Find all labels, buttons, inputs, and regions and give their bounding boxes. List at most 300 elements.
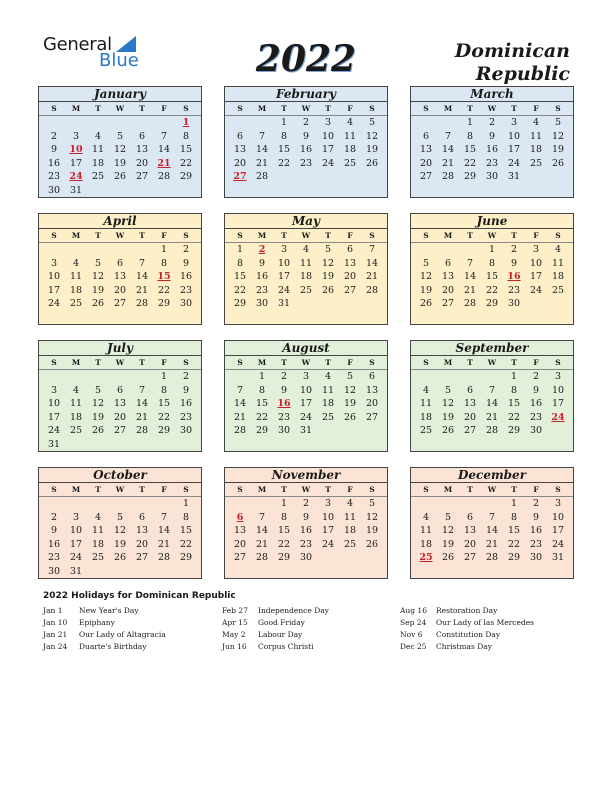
month-march — [410, 86, 574, 198]
week-row — [225, 565, 387, 579]
weekday-header — [411, 229, 573, 243]
day-cell: 15 — [157, 398, 171, 409]
day-cell: 22 — [255, 411, 269, 423]
empty-day-cell — [547, 311, 569, 325]
weekday-header — [225, 102, 387, 116]
weekday-label: F — [347, 485, 353, 494]
empty-day-cell — [547, 170, 569, 184]
holiday-date: May 2 — [222, 630, 246, 639]
empty-day-cell — [437, 370, 459, 384]
day-cell: 15 — [179, 525, 193, 536]
holiday-name: Independence Day — [258, 606, 329, 615]
day-cell: 3 — [50, 384, 58, 396]
empty-day-cell — [525, 297, 547, 311]
weekday-label: T — [467, 358, 473, 367]
day-cell: 16 — [299, 525, 313, 536]
day-cell: 31 — [69, 565, 83, 577]
day-cell: 2 — [280, 371, 288, 382]
empty-day-cell — [273, 311, 295, 325]
weekday-label: S — [183, 231, 189, 240]
day-cell: 7 — [160, 511, 168, 523]
month-september — [410, 340, 574, 452]
day-cell: 9 — [510, 257, 518, 269]
empty-day-cell — [459, 438, 481, 452]
day-cell: 18 — [419, 538, 433, 550]
day-cell: 22 — [157, 411, 171, 423]
weekday-label: S — [555, 231, 561, 240]
day-cell: 12 — [343, 384, 357, 396]
day-cell: 4 — [72, 257, 80, 269]
day-cell: 3 — [50, 257, 58, 269]
day-cell: 21 — [485, 538, 499, 550]
day-cell: 8 — [466, 130, 474, 142]
empty-day-cell — [175, 565, 197, 579]
week-row — [411, 497, 573, 511]
day-cell: 14 — [135, 398, 149, 409]
day-cell: 20 — [343, 271, 357, 282]
weekday-label: F — [161, 231, 167, 240]
day-cell: 24 — [47, 298, 61, 309]
day-cell: 17 — [529, 271, 543, 282]
day-cell: 2 — [302, 498, 310, 509]
day-cell: 13 — [343, 257, 357, 269]
empty-day-cell — [65, 370, 87, 384]
day-cell: 13 — [463, 398, 477, 409]
empty-day-cell — [229, 184, 251, 198]
weekday-label: S — [51, 104, 57, 113]
week-row — [39, 370, 201, 384]
week-row — [411, 130, 573, 144]
day-cell: 18 — [91, 157, 105, 169]
day-cell: 10 — [277, 257, 291, 269]
empty-day-cell — [503, 184, 525, 198]
day-cell: 29 — [157, 425, 171, 436]
day-cell: 16 — [179, 398, 193, 409]
day-cell: 5 — [346, 371, 354, 382]
day-cell: 9 — [182, 384, 190, 396]
weekday-label: T — [139, 485, 145, 494]
holiday-date: Jan 1 — [43, 606, 63, 615]
day-cell: 3 — [554, 371, 562, 382]
day-cell: 27 — [419, 171, 433, 182]
week-row — [225, 116, 387, 130]
day-cell: 7 — [258, 511, 266, 523]
empty-day-cell — [415, 370, 437, 384]
empty-day-cell — [251, 438, 273, 452]
weekday-label: S — [369, 104, 375, 113]
empty-day-cell — [131, 370, 153, 384]
day-cell: 13 — [113, 398, 127, 409]
day-cell: 25 — [343, 157, 357, 169]
day-cell: 3 — [72, 511, 80, 523]
month-november — [224, 467, 388, 579]
week-row — [411, 397, 573, 411]
day-cell: 19 — [343, 398, 357, 409]
empty-day-cell — [43, 370, 65, 384]
day-cell: 25 — [551, 284, 565, 296]
logo-text-blue: Blue — [99, 50, 139, 71]
day-cell: 22 — [277, 157, 291, 169]
month-may — [224, 213, 388, 325]
day-cell: 6 — [466, 511, 474, 523]
day-cell: 22 — [485, 284, 499, 296]
empty-day-cell — [361, 297, 383, 311]
day-cell: 21 — [135, 411, 149, 423]
day-cell: 19 — [365, 144, 379, 155]
weekday-label: W — [487, 104, 497, 113]
weekday-label: M — [71, 104, 81, 113]
day-cell: 6 — [138, 130, 146, 142]
holiday-day: 24 — [69, 171, 83, 182]
day-cell: 3 — [324, 117, 332, 128]
weekday-label: T — [511, 231, 517, 240]
week-row — [411, 551, 573, 565]
empty-day-cell — [317, 565, 339, 579]
calendar-year: 2022 — [255, 38, 357, 80]
day-cell: 22 — [507, 411, 521, 423]
day-cell: 29 — [179, 552, 193, 563]
day-cell: 9 — [258, 257, 266, 269]
day-cell: 6 — [346, 244, 354, 255]
day-cell: 11 — [321, 384, 335, 396]
day-cell: 15 — [233, 271, 247, 282]
day-cell: 1 — [510, 371, 518, 382]
day-cell: 23 — [255, 284, 269, 296]
weekday-label: M — [71, 231, 81, 240]
day-cell: 25 — [529, 157, 543, 169]
empty-day-cell — [481, 565, 503, 579]
day-cell: 12 — [365, 130, 379, 142]
day-cell: 5 — [116, 511, 124, 523]
day-cell: 1 — [236, 244, 244, 255]
empty-day-cell — [361, 438, 383, 452]
day-cell: 5 — [368, 498, 376, 509]
weekday-label: S — [423, 358, 429, 367]
weekday-label: S — [237, 231, 243, 240]
week-row — [225, 551, 387, 565]
week-row — [411, 565, 573, 579]
day-cell: 12 — [91, 271, 105, 282]
day-cell: 21 — [441, 157, 455, 169]
day-cell: 30 — [47, 565, 61, 577]
day-cell: 10 — [529, 257, 543, 269]
day-cell: 24 — [277, 284, 291, 296]
week-row — [411, 143, 573, 157]
weekday-label: T — [95, 231, 101, 240]
holidays-column — [222, 605, 392, 653]
holiday-item — [222, 641, 392, 653]
day-cell: 16 — [47, 157, 61, 169]
empty-day-cell — [339, 184, 361, 198]
day-cell: 27 — [113, 425, 127, 436]
day-cell: 4 — [94, 130, 102, 142]
day-cell: 15 — [507, 398, 521, 409]
day-cell: 13 — [365, 384, 379, 396]
empty-day-cell — [415, 497, 437, 511]
day-cell: 30 — [529, 552, 543, 563]
day-cell: 6 — [236, 130, 244, 142]
holiday-day: 6 — [236, 511, 244, 523]
empty-day-cell — [481, 497, 503, 511]
empty-day-cell — [547, 438, 569, 452]
day-cell: 31 — [551, 552, 565, 563]
day-cell: 2 — [182, 371, 190, 382]
holiday-name: Constitution Day — [436, 630, 501, 639]
day-cell: 19 — [441, 538, 455, 550]
day-cell: 21 — [135, 284, 149, 296]
empty-day-cell — [339, 311, 361, 325]
day-cell: 25 — [343, 538, 357, 550]
day-cell: 2 — [510, 244, 518, 255]
weekday-label: T — [95, 358, 101, 367]
weekday-label: T — [511, 358, 517, 367]
day-cell: 14 — [463, 271, 477, 282]
day-cell: 31 — [299, 425, 313, 436]
empty-day-cell — [317, 438, 339, 452]
day-cell: 10 — [551, 384, 565, 396]
empty-day-cell — [43, 116, 65, 130]
day-cell: 3 — [510, 117, 518, 128]
week-row — [411, 257, 573, 271]
holiday-name: Christmas Day — [436, 642, 492, 651]
week-row — [39, 297, 201, 311]
weekday-label: W — [301, 485, 311, 494]
day-cell: 20 — [441, 284, 455, 296]
day-cell: 27 — [135, 171, 149, 182]
day-cell: 18 — [551, 271, 565, 282]
day-cell: 15 — [179, 144, 193, 155]
week-row — [39, 284, 201, 298]
day-cell: 6 — [422, 130, 430, 142]
day-cell: 10 — [47, 271, 61, 282]
day-cell: 5 — [444, 511, 452, 523]
day-cell: 29 — [507, 425, 521, 436]
week-row — [39, 257, 201, 271]
day-cell: 31 — [69, 184, 83, 196]
day-cell: 9 — [280, 384, 288, 396]
month-april — [38, 213, 202, 325]
week-row — [39, 116, 201, 130]
day-cell: 25 — [69, 425, 83, 436]
day-cell: 11 — [69, 398, 83, 409]
holiday-name: Our Lady of las Mercedes — [436, 618, 535, 627]
empty-day-cell — [295, 297, 317, 311]
day-cell: 7 — [368, 244, 376, 255]
week-row — [411, 524, 573, 538]
day-cell: 23 — [47, 171, 61, 182]
day-cell: 4 — [72, 384, 80, 396]
week-row — [39, 157, 201, 171]
day-cell: 7 — [488, 511, 496, 523]
holiday-item — [400, 629, 570, 641]
month-october — [38, 467, 202, 579]
empty-day-cell — [547, 297, 569, 311]
day-cell: 10 — [507, 130, 521, 142]
empty-day-cell — [317, 311, 339, 325]
day-cell: 3 — [324, 498, 332, 509]
day-cell: 2 — [50, 511, 58, 523]
holiday-date: Jun 16 — [222, 642, 247, 651]
day-cell: 19 — [91, 284, 105, 296]
day-cell: 28 — [485, 425, 499, 436]
day-cell: 27 — [233, 552, 247, 563]
empty-day-cell — [43, 243, 65, 257]
empty-day-cell — [87, 565, 109, 579]
day-cell: 28 — [463, 298, 477, 309]
month-title: June — [411, 214, 573, 229]
day-cell: 7 — [236, 384, 244, 396]
weekday-label: W — [301, 104, 311, 113]
week-row — [39, 270, 201, 284]
day-cell: 20 — [113, 411, 127, 423]
day-cell: 14 — [441, 144, 455, 155]
day-cell: 19 — [113, 157, 127, 169]
empty-day-cell — [273, 438, 295, 452]
holiday-day: 16 — [277, 398, 291, 409]
empty-day-cell — [339, 438, 361, 452]
day-cell: 20 — [113, 284, 127, 296]
holiday-day: 2 — [258, 244, 266, 255]
empty-day-cell — [153, 116, 175, 130]
day-cell: 14 — [255, 144, 269, 155]
day-cell: 7 — [160, 130, 168, 142]
weekday-header — [411, 102, 573, 116]
day-cell: 29 — [255, 425, 269, 436]
month-title: August — [225, 341, 387, 356]
week-row — [225, 424, 387, 438]
day-cell: 4 — [422, 511, 430, 523]
holiday-day: 1 — [182, 117, 190, 128]
week-row — [39, 538, 201, 552]
week-row — [39, 424, 201, 438]
day-cell: 25 — [91, 171, 105, 182]
empty-day-cell — [317, 170, 339, 184]
day-cell: 17 — [507, 144, 521, 155]
day-cell: 23 — [529, 411, 543, 423]
day-cell: 9 — [182, 257, 190, 269]
empty-day-cell — [317, 551, 339, 565]
holiday-day: 24 — [551, 411, 565, 423]
empty-day-cell — [437, 311, 459, 325]
day-cell: 22 — [233, 284, 247, 296]
day-cell: 30 — [47, 184, 61, 196]
day-cell: 10 — [299, 384, 313, 396]
empty-day-cell — [415, 243, 437, 257]
day-cell: 27 — [343, 284, 357, 296]
week-row — [411, 157, 573, 171]
day-cell: 13 — [441, 271, 455, 282]
empty-day-cell — [361, 551, 383, 565]
day-cell: 17 — [321, 525, 335, 536]
week-row — [411, 243, 573, 257]
week-row — [39, 411, 201, 425]
day-cell: 1 — [488, 244, 496, 255]
weekday-label: T — [511, 104, 517, 113]
empty-day-cell — [361, 170, 383, 184]
holiday-item — [43, 629, 213, 641]
day-cell: 23 — [47, 552, 61, 563]
holidays-column — [43, 605, 213, 653]
week-row — [225, 311, 387, 325]
weekday-header — [39, 102, 201, 116]
empty-day-cell — [481, 370, 503, 384]
weekday-header — [39, 483, 201, 497]
weekday-label: T — [325, 104, 331, 113]
day-cell: 18 — [69, 411, 83, 423]
week-row — [39, 130, 201, 144]
weekday-label: S — [555, 358, 561, 367]
day-cell: 25 — [321, 411, 335, 423]
day-cell: 18 — [91, 538, 105, 550]
day-cell: 6 — [466, 384, 474, 396]
day-cell: 25 — [69, 298, 83, 309]
month-august — [224, 340, 388, 452]
holiday-name: Corpus Christi — [258, 642, 314, 651]
empty-day-cell — [153, 497, 175, 511]
day-cell: 9 — [50, 144, 58, 155]
empty-day-cell — [459, 565, 481, 579]
weekday-label: S — [423, 104, 429, 113]
day-cell: 28 — [233, 425, 247, 436]
day-cell: 21 — [365, 271, 379, 282]
empty-day-cell — [415, 116, 437, 130]
day-cell: 3 — [554, 498, 562, 509]
week-row — [225, 538, 387, 552]
weekday-label: F — [533, 485, 539, 494]
day-cell: 4 — [302, 244, 310, 255]
day-cell: 6 — [138, 511, 146, 523]
day-cell: 19 — [113, 538, 127, 550]
day-cell: 1 — [182, 498, 190, 509]
weekday-label: M — [257, 104, 267, 113]
day-cell: 5 — [94, 384, 102, 396]
holiday-item — [400, 617, 570, 629]
empty-day-cell — [229, 497, 251, 511]
empty-day-cell — [153, 438, 175, 452]
day-cell: 17 — [47, 284, 61, 296]
day-cell: 16 — [529, 398, 543, 409]
day-cell: 11 — [91, 525, 105, 536]
empty-day-cell — [481, 438, 503, 452]
day-cell: 9 — [302, 130, 310, 142]
day-cell: 26 — [91, 298, 105, 309]
day-cell: 10 — [551, 511, 565, 523]
day-cell: 8 — [510, 511, 518, 523]
day-cell: 14 — [157, 525, 171, 536]
week-row — [225, 143, 387, 157]
weekday-label: T — [467, 485, 473, 494]
week-row — [411, 511, 573, 525]
day-cell: 11 — [299, 257, 313, 269]
weekday-label: W — [115, 104, 125, 113]
day-cell: 28 — [255, 171, 269, 182]
day-cell: 11 — [69, 271, 83, 282]
day-cell: 5 — [422, 257, 430, 269]
empty-day-cell — [547, 565, 569, 579]
empty-day-cell — [339, 297, 361, 311]
day-cell: 23 — [299, 538, 313, 550]
day-cell: 22 — [277, 538, 291, 550]
week-row — [225, 243, 387, 257]
holiday-item — [43, 605, 213, 617]
week-row — [225, 297, 387, 311]
day-cell: 9 — [302, 511, 310, 523]
day-cell: 11 — [529, 130, 543, 142]
day-cell: 28 — [441, 171, 455, 182]
empty-day-cell — [229, 438, 251, 452]
empty-day-cell — [295, 565, 317, 579]
day-cell: 14 — [255, 525, 269, 536]
